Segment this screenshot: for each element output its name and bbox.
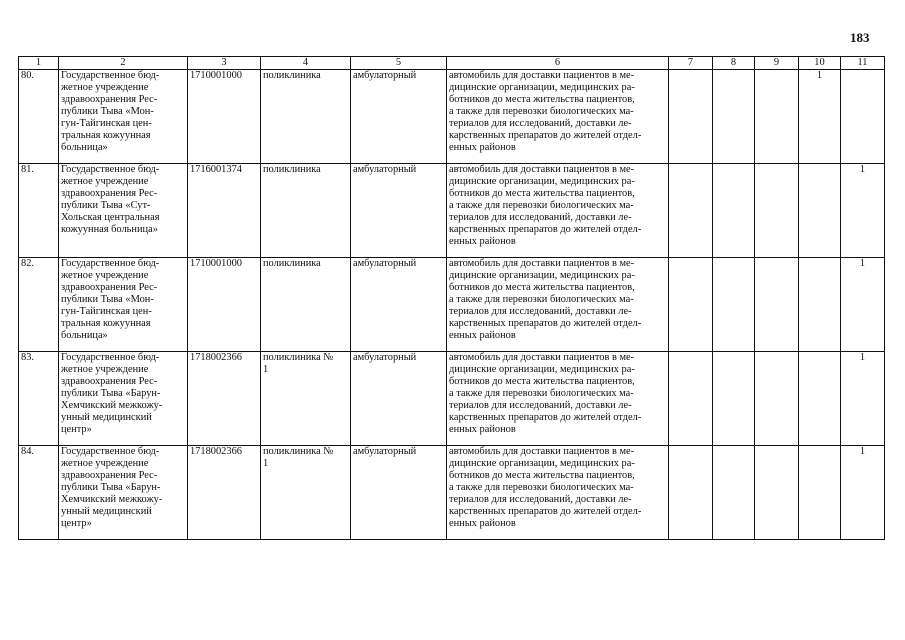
organization-code: 1718002366	[188, 352, 261, 446]
cell-col-11: 1	[841, 164, 885, 258]
cell-col-11: 1	[841, 258, 885, 352]
cell-col-10	[799, 164, 841, 258]
care-type: амбулаторный	[351, 352, 447, 446]
vehicle-purpose	[447, 258, 669, 352]
cell-col-10	[799, 258, 841, 352]
organization-name-text: Государственное бюд- жетное учреждение здравоохранения Рес- публики Тыва «Барун- Хемчикский межкожу- унный медицинский центр»	[61, 446, 163, 529]
organization-name-text: Государственное бюд- жетное учреждение здравоохранения Рес- публики Тыва «Сут- Хольская центральная кожуунная больница»	[61, 164, 160, 235]
page-number: 183	[850, 30, 870, 45]
organization-code: 1718002366	[188, 446, 261, 540]
vehicle-purpose-text: автомобиль для доставки пациентов в ме- дицинские организации, медицинских ра- ботников до места жительства пациентов, а также для перевозки биологических ма- териалов для исследований, доставки ле- карственных препаратов до жителей отдел- енных районов	[449, 258, 642, 341]
unit-name-text: поликлиника	[263, 164, 321, 175]
cell-col-8	[713, 258, 755, 352]
cell-col-11: 1	[841, 352, 885, 446]
cell-col-9	[755, 164, 799, 258]
cell-col-8	[713, 352, 755, 446]
table-row	[19, 352, 885, 446]
organization-code: 1710001000	[188, 258, 261, 352]
cell-col-11	[841, 70, 885, 164]
cell-col-9	[755, 70, 799, 164]
table-row	[19, 70, 885, 164]
unit-name	[261, 70, 351, 164]
organization-name	[59, 258, 188, 352]
cell-col-8	[713, 446, 755, 540]
document-table	[18, 56, 885, 540]
cell-col-8	[713, 164, 755, 258]
column-header-6: 6	[447, 57, 669, 70]
row-number: 80.	[19, 70, 59, 164]
cell-col-7	[669, 352, 713, 446]
organization-code: 1710001000	[188, 70, 261, 164]
cell-col-7	[669, 70, 713, 164]
column-header-7: 7	[669, 57, 713, 70]
care-type: амбулаторный	[351, 70, 447, 164]
unit-name	[261, 352, 351, 446]
cell-col-10	[799, 446, 841, 540]
table-row	[19, 164, 885, 258]
unit-name	[261, 164, 351, 258]
cell-col-7	[669, 164, 713, 258]
unit-name	[261, 446, 351, 540]
cell-col-7	[669, 258, 713, 352]
cell-col-8	[713, 70, 755, 164]
unit-name-text: поликлиника № 1	[263, 446, 334, 469]
column-header-11: 11	[841, 57, 885, 70]
column-header-1: 1	[19, 57, 59, 70]
row-number: 82.	[19, 258, 59, 352]
vehicle-purpose-text: автомобиль для доставки пациентов в ме- дицинские организации, медицинских ра- ботников до места жительства пациентов, а также для перевозки биологических ма- териалов для исследований, доставки ле- карственных препаратов до жителей отдел- енных районов	[449, 446, 642, 529]
organization-name	[59, 164, 188, 258]
table-row	[19, 446, 885, 540]
column-header-8: 8	[713, 57, 755, 70]
row-number: 81.	[19, 164, 59, 258]
unit-name	[261, 258, 351, 352]
unit-name-text: поликлиника	[263, 70, 321, 81]
vehicle-purpose-text: автомобиль для доставки пациентов в ме- дицинские организации, медицинских ра- ботников до места жительства пациентов, а также для перевозки биологических ма- териалов для исследований, доставки ле- карственных препаратов до жителей отдел- енных районов	[449, 164, 642, 247]
care-type: амбулаторный	[351, 164, 447, 258]
cell-col-9	[755, 446, 799, 540]
vehicle-purpose	[447, 164, 669, 258]
vehicle-purpose	[447, 352, 669, 446]
cell-col-10	[799, 352, 841, 446]
row-number: 84.	[19, 446, 59, 540]
organization-name-text: Государственное бюд- жетное учреждение здравоохранения Рес- публики Тыва «Барун- Хемчикский межкожу- унный медицинский центр»	[61, 352, 163, 435]
column-header-9: 9	[755, 57, 799, 70]
organization-code: 1716001374	[188, 164, 261, 258]
unit-name-text: поликлиника № 1	[263, 352, 334, 375]
vehicle-purpose	[447, 446, 669, 540]
cell-col-10: 1	[799, 70, 841, 164]
cell-col-11: 1	[841, 446, 885, 540]
column-header-2: 2	[59, 57, 188, 70]
column-header-5: 5	[351, 57, 447, 70]
column-header-4: 4	[261, 57, 351, 70]
cell-col-9	[755, 258, 799, 352]
organization-name	[59, 446, 188, 540]
column-header-3: 3	[188, 57, 261, 70]
cell-col-9	[755, 352, 799, 446]
cell-col-7	[669, 446, 713, 540]
vehicle-purpose	[447, 70, 669, 164]
organization-name	[59, 70, 188, 164]
row-number: 83.	[19, 352, 59, 446]
care-type: амбулаторный	[351, 258, 447, 352]
care-type: амбулаторный	[351, 446, 447, 540]
vehicle-purpose-text: автомобиль для доставки пациентов в ме- дицинские организации, медицинских ра- ботников до места жительства пациентов, а также для перевозки биологических ма- териалов для исследований, доставки ле- карственных препаратов до жителей отдел- енных районов	[449, 70, 642, 153]
organization-name-text: Государственное бюд- жетное учреждение здравоохранения Рес- публики Тыва «Мон- гун-Тайгинская цен- тральная кожуунная больница»	[61, 70, 160, 153]
column-header-10: 10	[799, 57, 841, 70]
table-row	[19, 258, 885, 352]
organization-name	[59, 352, 188, 446]
organization-name-text: Государственное бюд- жетное учреждение здравоохранения Рес- публики Тыва «Мон- гун-Тайгинская цен- тральная кожуунная больница»	[61, 258, 160, 341]
unit-name-text: поликлиника	[263, 258, 321, 269]
vehicle-purpose-text: автомобиль для доставки пациентов в ме- дицинские организации, медицинских ра- ботников до места жительства пациентов, а также для перевозки биологических ма- териалов для исследований, доставки ле- карственных препаратов до жителей отдел- енных районов	[449, 352, 642, 435]
column-number-row	[19, 57, 885, 70]
